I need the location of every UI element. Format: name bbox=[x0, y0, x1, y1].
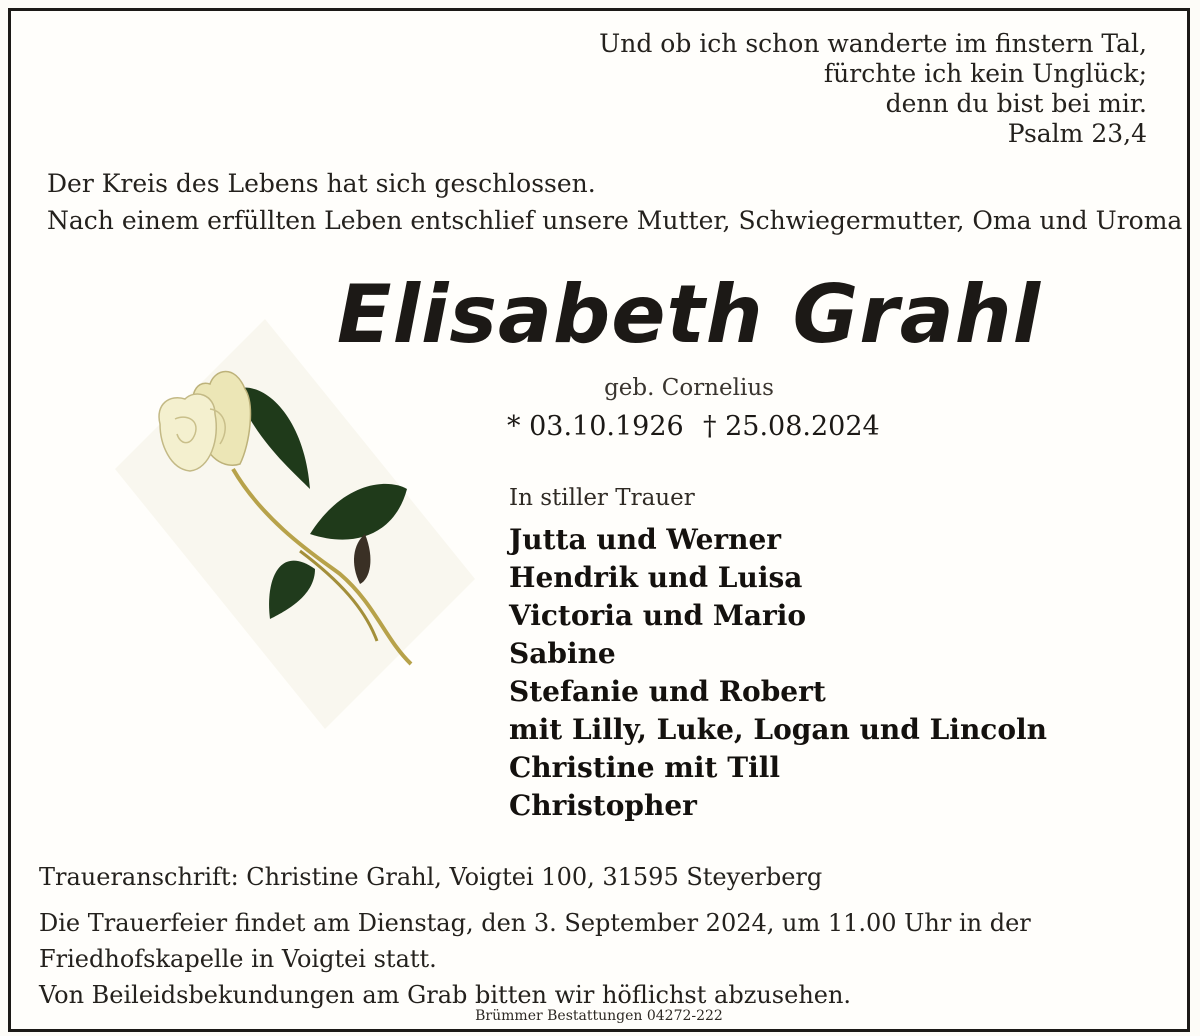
deceased-name: Elisabeth Grahl bbox=[336, 268, 1042, 361]
service-line: Die Trauerfeier findet am Dienstag, den 3. September 2024, um 11.00 Uhr in der bbox=[39, 909, 1031, 937]
mourner-name: Sabine bbox=[509, 637, 616, 670]
psalm-line: denn du bist bei mir. bbox=[885, 89, 1147, 118]
intro-text bbox=[47, 165, 1182, 239]
mourning-heading: In stiller Trauer bbox=[509, 485, 695, 511]
intro-line: Der Kreis des Lebens hat sich geschlossen. bbox=[47, 169, 596, 198]
mourner-name: mit Lilly, Luke, Logan und Lincoln bbox=[509, 713, 1048, 746]
mourner-name: Christine mit Till bbox=[509, 751, 780, 784]
mourner-name: Victoria und Mario bbox=[509, 599, 807, 632]
mourner-name: Hendrik und Luisa bbox=[509, 561, 803, 594]
service-info bbox=[39, 905, 1149, 1013]
intro-line: Nach einem erfüllten Leben entschlief unsere Mutter, Schwiegermutter, Oma und Uroma bbox=[47, 206, 1183, 235]
death-date: † 25.08.2024 bbox=[703, 411, 880, 442]
psalm-reference: Psalm 23,4 bbox=[1007, 119, 1147, 148]
birth-date: * 03.10.1926 bbox=[507, 411, 684, 442]
mourner-name: Christopher bbox=[509, 789, 697, 822]
obituary-notice bbox=[8, 8, 1190, 1032]
mourner-name: Jutta und Werner bbox=[509, 523, 782, 556]
psalm-line: Und ob ich schon wanderte im finstern Tal, bbox=[599, 29, 1147, 58]
mourner-name: Stefanie und Robert bbox=[509, 675, 826, 708]
mourner-list bbox=[509, 521, 1047, 825]
rose-icon bbox=[115, 319, 475, 729]
service-line: Friedhofskapelle in Voigtei statt. bbox=[39, 945, 437, 973]
funeral-home-credit: Brümmer Bestattungen 04272-222 bbox=[475, 1008, 723, 1024]
service-line: Von Beileidsbekundungen am Grab bitten wir höflichst abzusehen. bbox=[39, 981, 852, 1009]
psalm-quote bbox=[599, 29, 1147, 149]
birth-name: geb. Cornelius bbox=[604, 375, 774, 401]
psalm-line: fürchte ich kein Unglück; bbox=[823, 59, 1147, 88]
mourning-address: Traueranschrift: Christine Grahl, Voigtei 100, 31595 Steyerberg bbox=[39, 863, 823, 891]
